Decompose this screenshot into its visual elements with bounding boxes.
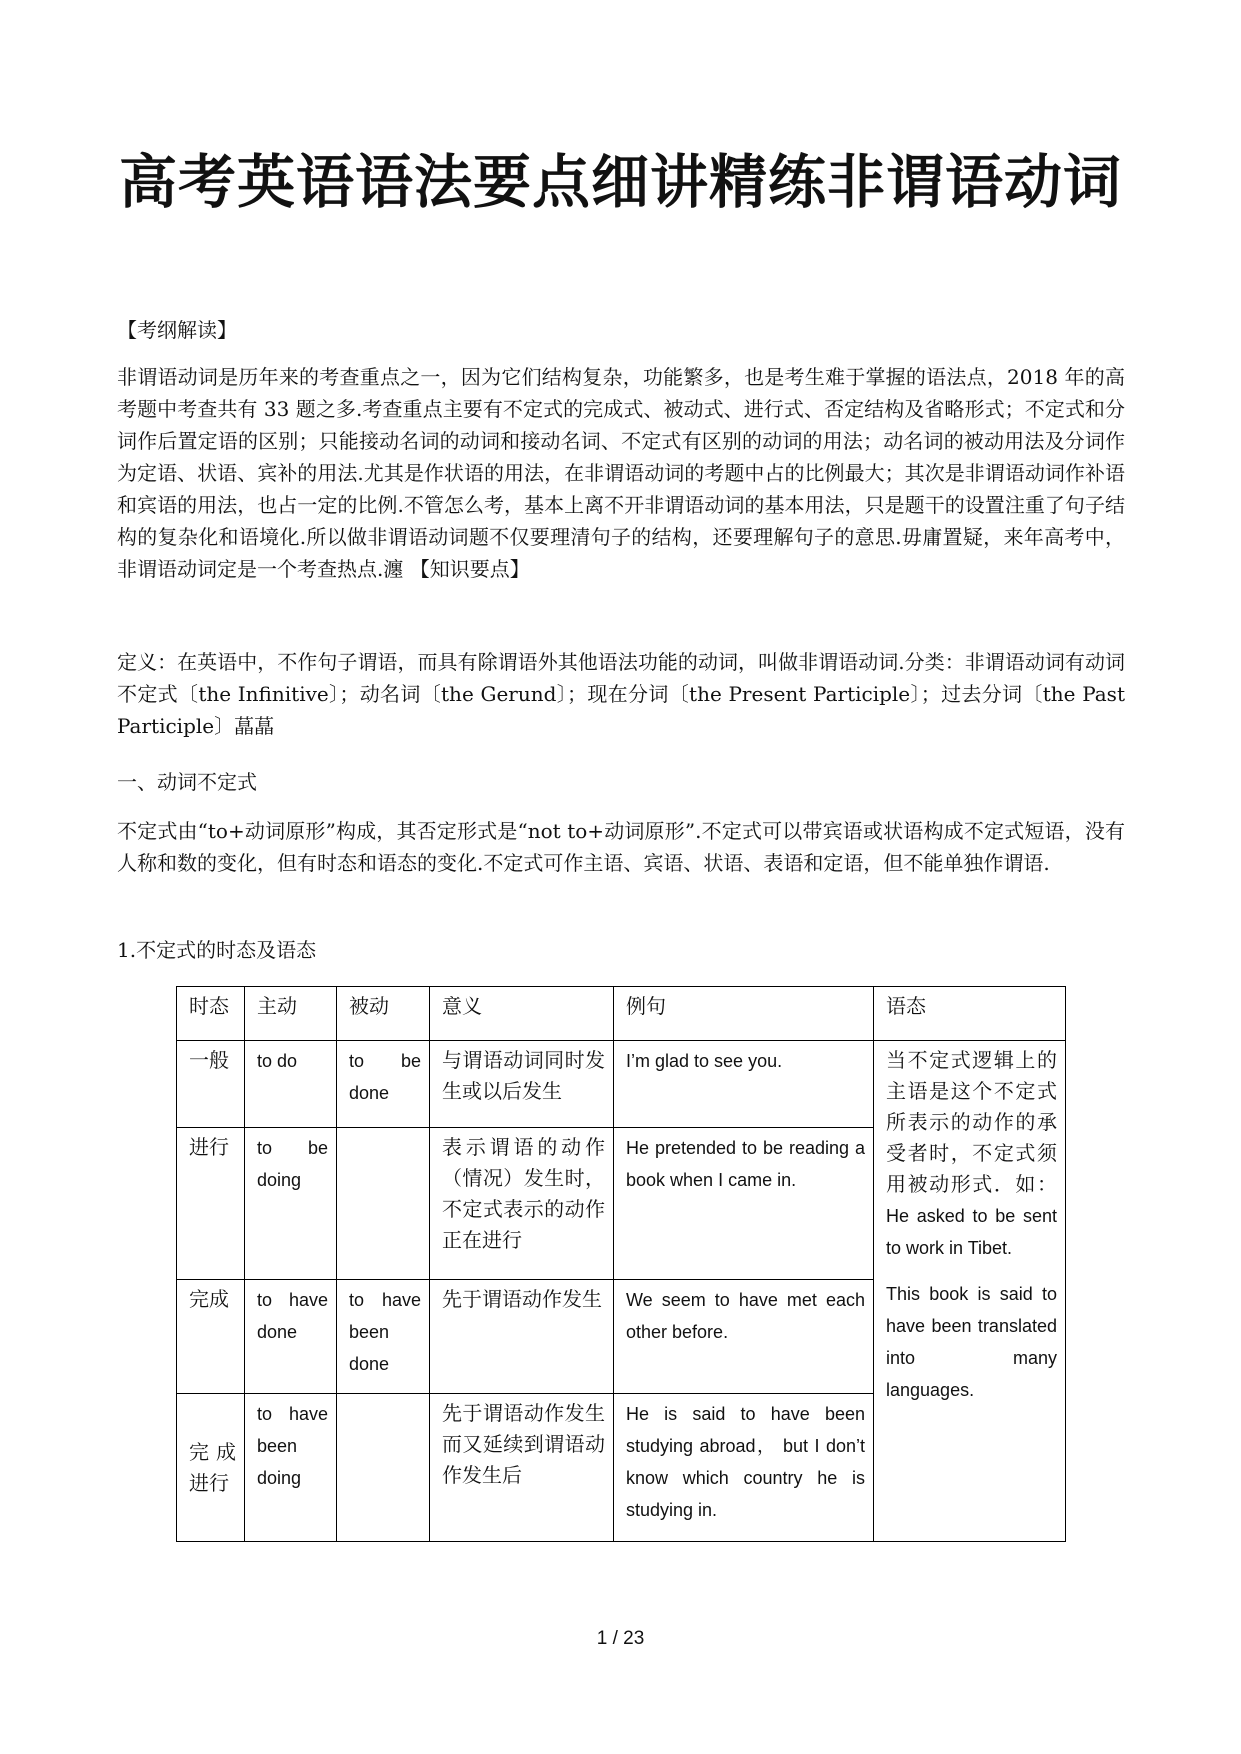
- paragraph-definition: 定义：在英语中，不作句子谓语，而具有除谓语外其他语法功能的动词，叫做非谓语动词.分类：非谓语动词有动词不定式〔the Infinitive〕；动名词〔the Gerund〕；现在分词〔the Present Participle〕；过去分词〔the Past Participle〕蕌蕌: [117, 650, 1125, 738]
- cell-active: to do: [245, 1041, 337, 1128]
- cell-meaning: 先于谓语动作发生而又延续到谓语动作发生后: [430, 1394, 614, 1542]
- table-row: [177, 1041, 1066, 1128]
- cell-passive: to have been done: [337, 1280, 430, 1394]
- cell-tense: 完成: [177, 1280, 245, 1394]
- header-meaning: 意义: [430, 987, 614, 1041]
- paragraph-infinitive-intro: 不定式由“to+动词原形”构成，其否定形式是“not to+动词原形”.不定式可以带宾语或状语构成不定式短语，没有人称和数的变化，但有时态和语态的变化.不定式可作主语、宾语、状语、表语和定语，但不能单独作谓语.: [117, 819, 1125, 875]
- cell-tense: 一般: [177, 1041, 245, 1128]
- cell-example: I’m glad to see you.: [614, 1041, 874, 1128]
- section-heading-outline: 【考纲解读】: [117, 318, 237, 342]
- header-active: 主动: [245, 987, 337, 1041]
- cell-active: to have been doing: [245, 1394, 337, 1542]
- cell-example: He pretended to be reading a book when I came in.: [614, 1128, 874, 1280]
- cell-passive: [337, 1128, 430, 1280]
- cell-tense: 进行: [177, 1128, 245, 1280]
- infinitive-tense-voice-table: [176, 986, 1066, 1542]
- cell-meaning: 表示谓语的动作（情况）发生时，不定式表示的动作正在进行: [430, 1128, 614, 1280]
- paragraph-outline-interpretation: 非谓语动词是历年来的考查重点之一，因为它们结构复杂，功能繁多，也是考生难于掌握的语法点，2018 年的高考题中考查共有 33 题之多.考查重点主要有不定式的完成式、被动式、进行式、否定结构及省略形式；不定式和分词作后置定语的区别；只能接动名词的动词和接动名词、不定式有区别的动词的用法；动名词的被动用法及分词作为定语、状语、宾补的用法.尤其是作状语的用法，在非谓语动词的考题中占的比例最大；其次是非谓语动词作补语和宾语的用法，也占一定的比例.不管怎么考，基本上离不开非谓语动词的基本用法，只是题干的设置注重了句子结构的复杂化和语境化.所以做非谓语动词题不仅要理清句子的结构，还要理解句子的意思.毋庸置疑，来年高考中，非谓语动词定是一个考查热点.瀍 【知识要点】: [117, 365, 1125, 581]
- page-number: 1 / 23: [596, 1628, 645, 1649]
- cell-active: to be doing: [245, 1128, 337, 1280]
- header-example: 例句: [614, 987, 874, 1041]
- voice-note-en2: This book is said to have been translated into many languages.: [886, 1284, 1057, 1400]
- cell-meaning: 先于谓语动作发生: [430, 1280, 614, 1394]
- header-voice: 语态: [874, 987, 1066, 1041]
- cell-meaning: 与谓语动词同时发生或以后发生: [430, 1041, 614, 1128]
- subsection-heading-tense-voice: 1.不定式的时态及语态: [117, 938, 317, 962]
- section-heading-infinitive: 一、动词不定式: [117, 770, 257, 794]
- voice-note-cn: 当不定式逻辑上的主语是这个不定式所表示的动作的承受者时，不定式须用被动形式．如：: [886, 1048, 1057, 1196]
- document-title: 高考英语语法要点细讲精练非谓语动词: [118, 148, 1122, 216]
- cell-passive: [337, 1394, 430, 1542]
- cell-example: He is said to have been studying abroad， but I don’t know which country he is studying in.: [614, 1394, 874, 1542]
- voice-note-en1: He asked to be sent to work in Tibet.: [886, 1206, 1057, 1258]
- cell-tense: 完成进行: [177, 1394, 245, 1542]
- header-passive: 被动: [337, 987, 430, 1041]
- table-header-row: [177, 987, 1066, 1041]
- cell-example: We seem to have met each other before.: [614, 1280, 874, 1394]
- header-tense: 时态: [177, 987, 245, 1041]
- cell-voice-note: [874, 1041, 1066, 1542]
- cell-passive: to be done: [337, 1041, 430, 1128]
- cell-active: to have done: [245, 1280, 337, 1394]
